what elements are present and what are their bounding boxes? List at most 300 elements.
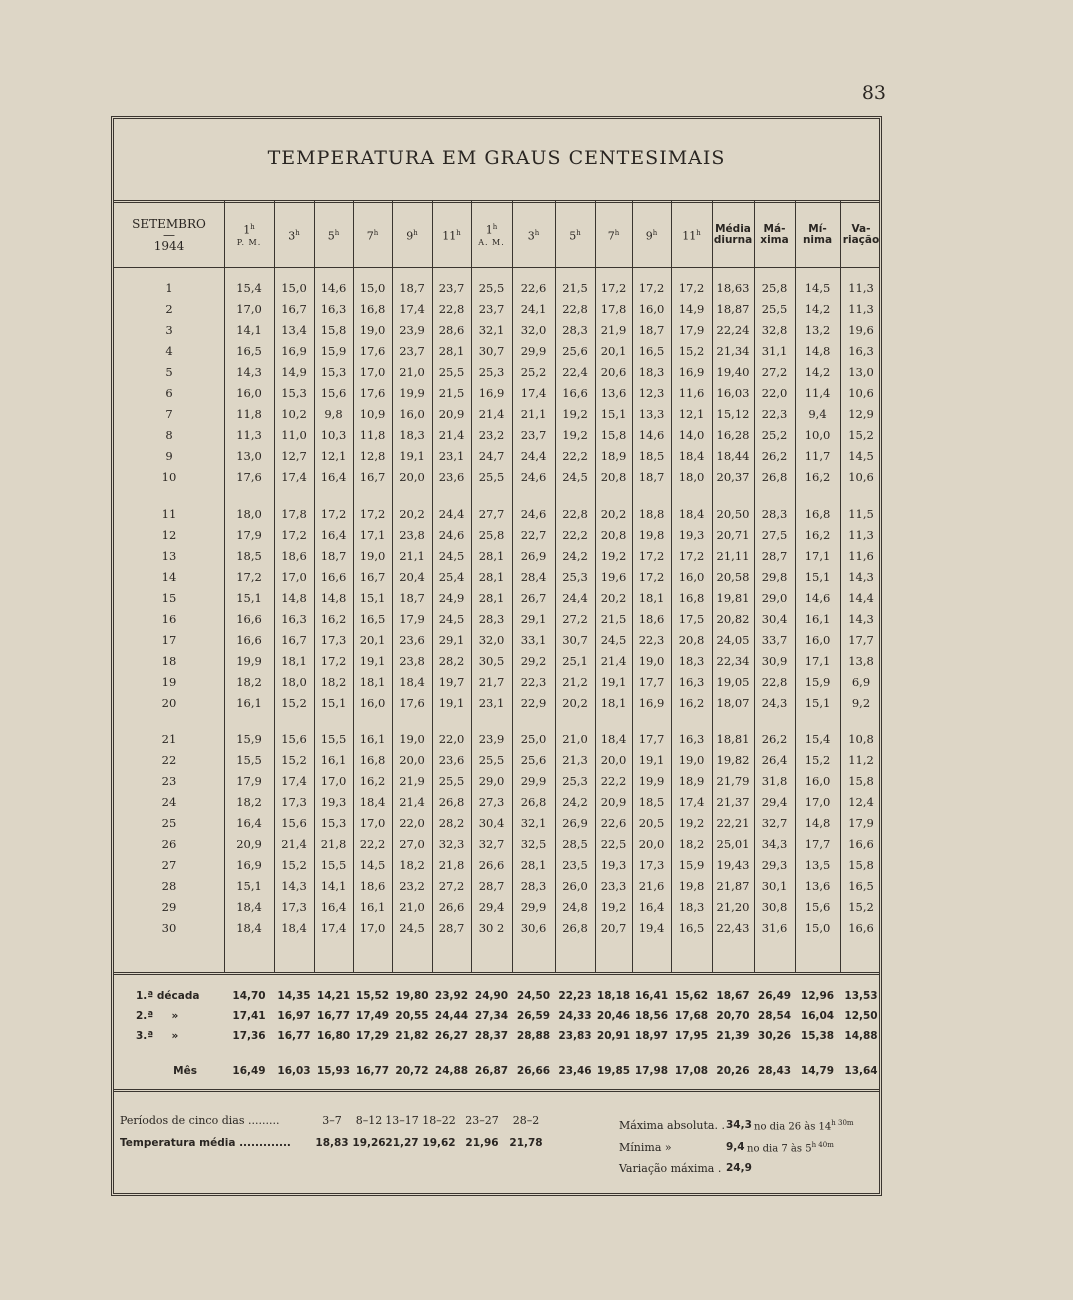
summary-value: 15,38 <box>800 1030 835 1042</box>
value-cell: 20,0 <box>600 753 627 767</box>
value-cell: 17,5 <box>678 612 705 626</box>
value-cell: 15,2 <box>848 428 874 442</box>
value-cell: 15,6 <box>804 900 831 914</box>
value-cell: 19,3 <box>678 528 705 542</box>
value-cell: 17,6 <box>359 386 386 400</box>
header-rule <box>114 267 879 268</box>
value-cell: 19,0 <box>638 654 665 668</box>
value-cell: 32,0 <box>478 633 505 647</box>
value-cell: 25,4 <box>438 570 465 584</box>
table-row <box>114 630 879 651</box>
value-cell: 21,8 <box>320 837 347 851</box>
var-label: Variação máxima . <box>619 1162 722 1175</box>
value-cell: 30,5 <box>478 654 505 668</box>
value-cell: 16,9 <box>638 696 665 710</box>
value-cell: 11,2 <box>848 753 874 767</box>
value-cell: 20,37 <box>716 470 750 484</box>
value-cell: 16,9 <box>678 365 705 379</box>
value-cell: 24,7 <box>478 449 505 463</box>
header-hour-line <box>528 227 540 243</box>
value-cell: 17,3 <box>638 858 665 872</box>
summary-value: 13,53 <box>844 990 878 1002</box>
value-cell: 16,5 <box>638 344 665 358</box>
value-cell: 21,9 <box>399 774 425 788</box>
table-row <box>114 341 879 362</box>
header-minima-text: nima <box>802 234 833 246</box>
value-cell: 28,6 <box>438 323 465 337</box>
value-cell: 22,8 <box>562 302 588 316</box>
value-cell: 29,4 <box>478 900 505 914</box>
summary-value: 16,41 <box>634 990 669 1002</box>
value-cell: 10,9 <box>359 407 386 421</box>
value-cell: 14,8 <box>281 591 307 605</box>
value-cell: 28,1 <box>478 591 505 605</box>
value-cell: 21,34 <box>716 344 750 358</box>
value-cell: 16,7 <box>359 570 386 584</box>
value-cell: 22,8 <box>562 507 588 521</box>
value-cell: 13,5 <box>804 858 831 872</box>
header-hour-unit: h <box>534 229 540 238</box>
value-cell: 30 2 <box>478 921 505 935</box>
value-cell: 15,2 <box>281 858 307 872</box>
value-cell: 19,0 <box>399 732 425 746</box>
value-cell: 25,6 <box>562 344 588 358</box>
value-cell: 22,8 <box>761 675 788 689</box>
header-hour <box>353 203 392 267</box>
value-cell: 16,2 <box>359 774 386 788</box>
value-cell: 18,1 <box>359 675 386 689</box>
value-cell: 16,1 <box>359 732 386 746</box>
value-cell: 19,3 <box>600 858 627 872</box>
value-cell: 24,05 <box>716 633 750 647</box>
min-note-text: no dia 7 às 5 <box>747 1143 812 1155</box>
value-cell: 17,1 <box>359 528 386 542</box>
value-cell: 27,2 <box>562 612 588 626</box>
value-cell: 15,8 <box>320 323 347 337</box>
value-cell: 29,9 <box>520 344 547 358</box>
summary-value: 23,83 <box>558 1030 592 1042</box>
value-cell: 18,9 <box>600 449 627 463</box>
value-cell: 12,1 <box>320 449 347 463</box>
value-cell: 16,4 <box>320 528 347 542</box>
min-time: h 40 <box>811 1141 828 1149</box>
header-hour-unit: h <box>492 223 498 232</box>
value-cell: 15,0 <box>281 281 307 295</box>
value-cell: 25,5 <box>438 365 465 379</box>
table-row <box>114 792 879 813</box>
value-cell: 17,2 <box>638 281 665 295</box>
value-cell: 16,5 <box>848 879 874 893</box>
value-cell: 17,9 <box>399 612 425 626</box>
value-cell: 29,0 <box>478 774 505 788</box>
value-cell: 24,5 <box>438 612 465 626</box>
value-cell: 18,1 <box>600 696 627 710</box>
value-cell: 16,9 <box>236 858 262 872</box>
value-cell: 11,8 <box>236 407 262 421</box>
value-cell: 11,3 <box>236 428 262 442</box>
value-cell: 18,7 <box>399 591 425 605</box>
value-cell: 20,8 <box>600 528 627 542</box>
value-cell: 11,3 <box>848 302 874 316</box>
value-cell: 21,87 <box>716 879 750 893</box>
value-cell: 10,2 <box>281 407 307 421</box>
day-cell: 19 <box>161 675 177 689</box>
period-mean: 19,26 <box>352 1137 386 1149</box>
header-variacao <box>840 203 882 267</box>
value-cell: 14,5 <box>359 858 386 872</box>
value-cell: 14,8 <box>804 344 831 358</box>
summary-value: 23,46 <box>558 1065 592 1077</box>
summary-row <box>114 1026 879 1046</box>
value-cell: 18,4 <box>678 449 705 463</box>
value-cell: 16,8 <box>359 302 386 316</box>
value-cell: 18,4 <box>399 675 425 689</box>
header-minima <box>795 203 840 267</box>
value-cell: 14,9 <box>678 302 705 316</box>
header-hour-value: 5 <box>327 229 335 243</box>
summary-value: 15,52 <box>355 990 390 1002</box>
value-cell: 19,1 <box>438 696 465 710</box>
value-cell: 21,0 <box>562 732 588 746</box>
value-cell: 20,4 <box>399 570 425 584</box>
value-cell: 18,2 <box>236 795 262 809</box>
day-cell: 21 <box>161 732 177 746</box>
value-cell: 16,3 <box>320 302 347 316</box>
value-cell: 29,4 <box>761 795 788 809</box>
value-cell: 16,4 <box>638 900 665 914</box>
value-cell: 24,5 <box>399 921 425 935</box>
table-row <box>114 672 879 693</box>
header-hour-value: 3 <box>527 229 535 243</box>
value-cell: 16,8 <box>359 753 386 767</box>
header-minima-text: Mí- <box>808 223 827 235</box>
summary-value: 24,44 <box>434 1010 469 1022</box>
value-cell: 18,6 <box>359 879 386 893</box>
table-title: TEMPERATURA EM GRAUS CENTESIMAIS <box>267 147 726 169</box>
period-mean: 18,83 <box>315 1137 349 1149</box>
value-cell: 26,7 <box>520 591 547 605</box>
value-cell: 26,6 <box>438 900 465 914</box>
day-cell: 30 <box>161 921 177 935</box>
summary-value: 16,77 <box>355 1065 390 1077</box>
value-cell: 22,21 <box>716 816 750 830</box>
summary-value: 14,70 <box>232 990 266 1002</box>
header-hour-value: 9 <box>645 229 653 243</box>
value-cell: 15,9 <box>804 675 831 689</box>
value-cell: 20,2 <box>399 507 425 521</box>
value-cell: 17,9 <box>236 528 262 542</box>
table-row <box>114 467 879 488</box>
value-cell: 17,4 <box>281 774 307 788</box>
value-cell: 13,4 <box>281 323 307 337</box>
value-cell: 16,9 <box>478 386 505 400</box>
value-cell: 15,1 <box>804 696 831 710</box>
value-cell: 17,2 <box>359 507 386 521</box>
value-cell: 16,4 <box>236 816 262 830</box>
value-cell: 31,1 <box>761 344 788 358</box>
summary-value: 17,29 <box>355 1030 390 1042</box>
summary-value: 14,35 <box>277 990 311 1002</box>
summary-value: 20,46 <box>596 1010 631 1022</box>
value-cell: 18,9 <box>678 774 705 788</box>
day-cell: 14 <box>161 570 177 584</box>
summary-row <box>114 986 879 1006</box>
value-cell: 32,1 <box>478 323 505 337</box>
value-cell: 19,8 <box>638 528 665 542</box>
value-cell: 17,2 <box>638 549 665 563</box>
value-cell: 13,3 <box>638 407 665 421</box>
day-cell: 24 <box>161 795 177 809</box>
value-cell: 23,8 <box>399 654 425 668</box>
value-cell: 22,9 <box>520 696 547 710</box>
header-hour-unit: h <box>614 229 620 238</box>
summary-value: 16,97 <box>277 1010 311 1022</box>
value-cell: 21,9 <box>600 323 627 337</box>
value-cell: 28,7 <box>761 549 788 563</box>
header-hour <box>471 203 512 267</box>
value-cell: 15,1 <box>359 591 386 605</box>
value-cell: 22,2 <box>562 528 588 542</box>
day-cell: 28 <box>161 879 177 893</box>
value-cell: 14,1 <box>236 323 262 337</box>
value-cell: 17,2 <box>320 507 347 521</box>
value-cell: 22,2 <box>359 837 386 851</box>
table-row <box>114 362 879 383</box>
value-cell: 24,6 <box>520 507 547 521</box>
value-cell: 16,4 <box>320 470 347 484</box>
value-cell: 14,3 <box>281 879 307 893</box>
value-cell: 20,7 <box>600 921 627 935</box>
value-cell: 22,0 <box>761 386 788 400</box>
value-cell: 21,2 <box>562 675 588 689</box>
value-cell: 16,7 <box>281 633 307 647</box>
value-cell: 25,6 <box>520 753 547 767</box>
value-cell: 15,0 <box>804 921 831 935</box>
day-cell: 7 <box>165 407 173 421</box>
value-cell: 24,8 <box>562 900 588 914</box>
value-cell: 19,0 <box>359 323 386 337</box>
value-cell: 16,3 <box>848 344 874 358</box>
periods-label: Períodos de cinco dias ......... <box>120 1114 280 1127</box>
value-cell: 12,9 <box>848 407 874 421</box>
period-mean: 21,78 <box>509 1137 543 1149</box>
value-cell: 17,8 <box>600 302 627 316</box>
header-hour-line <box>328 227 340 243</box>
period-range: 8–12 <box>355 1114 383 1127</box>
min-min: m <box>827 1141 834 1149</box>
header-hour <box>274 203 314 267</box>
value-cell: 17,9 <box>236 774 262 788</box>
header-media-text: Média <box>715 223 751 235</box>
table-row <box>114 855 879 876</box>
value-cell: 14,3 <box>236 365 262 379</box>
table-row <box>114 693 879 714</box>
value-cell: 20,50 <box>716 507 750 521</box>
summary-rule <box>114 972 879 975</box>
value-cell: 21,0 <box>399 900 425 914</box>
summary-value: 16,03 <box>277 1065 311 1077</box>
day-cell: 13 <box>161 549 177 563</box>
period-mean: 21,96 <box>465 1137 499 1149</box>
header-hour-unit: h <box>413 229 418 238</box>
value-cell: 16,2 <box>804 528 831 542</box>
header-hour-line <box>288 227 300 243</box>
value-cell: 23,6 <box>399 633 425 647</box>
header-hour <box>224 203 274 267</box>
value-cell: 28,4 <box>520 570 547 584</box>
value-cell: 23,9 <box>478 732 505 746</box>
value-cell: 18,0 <box>236 507 262 521</box>
value-cell: 22,3 <box>761 407 788 421</box>
header-hour-value: 1 <box>485 223 493 237</box>
period-range: 3–7 <box>322 1114 342 1127</box>
value-cell: 18,3 <box>399 428 425 442</box>
header-hour-unit: h <box>652 229 658 238</box>
value-cell: 11,3 <box>848 528 874 542</box>
value-cell: 23,6 <box>438 753 465 767</box>
header-media <box>712 203 754 267</box>
value-cell: 13,8 <box>848 654 874 668</box>
value-cell: 31,6 <box>761 921 788 935</box>
value-cell: 27,3 <box>478 795 505 809</box>
value-cell: 30,7 <box>562 633 588 647</box>
header-hour-line <box>486 221 498 237</box>
summary-value: 16,49 <box>232 1065 266 1077</box>
value-cell: 16,7 <box>359 470 386 484</box>
value-cell: 16,7 <box>281 302 307 316</box>
value-cell: 30,9 <box>761 654 788 668</box>
value-cell: 17,3 <box>281 795 307 809</box>
value-cell: 16,0 <box>638 302 665 316</box>
value-cell: 18,2 <box>236 675 262 689</box>
table-row <box>114 525 879 546</box>
value-cell: 18,5 <box>638 449 665 463</box>
value-cell: 22,8 <box>438 302 465 316</box>
value-cell: 18,5 <box>236 549 262 563</box>
value-cell: 32,7 <box>478 837 505 851</box>
value-cell: 26,8 <box>761 470 788 484</box>
value-cell: 19,9 <box>399 386 425 400</box>
value-cell: 16,5 <box>359 612 386 626</box>
min-label: Mínima » <box>619 1141 672 1154</box>
value-cell: 30,1 <box>761 879 788 893</box>
value-cell: 17,4 <box>678 795 705 809</box>
header-hour-unit: h <box>696 229 701 238</box>
value-cell: 13,6 <box>600 386 627 400</box>
value-cell: 19,2 <box>562 428 588 442</box>
value-cell: 15,5 <box>320 858 347 872</box>
value-cell: 15,2 <box>281 696 307 710</box>
value-cell: 14,5 <box>804 281 831 295</box>
value-cell: 18,4 <box>236 921 262 935</box>
value-cell: 19,05 <box>716 675 750 689</box>
value-cell: 19,7 <box>438 675 465 689</box>
header-hour <box>432 203 471 267</box>
value-cell: 20,71 <box>716 528 750 542</box>
value-cell: 19,0 <box>678 753 705 767</box>
value-cell: 17,0 <box>804 795 831 809</box>
value-cell: 15,1 <box>320 696 347 710</box>
summary-value: 19,85 <box>596 1065 631 1077</box>
summary-value: 28,37 <box>474 1030 509 1042</box>
value-cell: 26,0 <box>562 879 588 893</box>
max-abs-time: h 30 <box>831 1119 847 1127</box>
value-cell: 18,7 <box>399 281 425 295</box>
summary-value: 20,26 <box>716 1065 750 1077</box>
value-cell: 15,3 <box>281 386 307 400</box>
value-cell: 25,5 <box>761 302 788 316</box>
value-cell: 27,7 <box>478 507 505 521</box>
value-cell: 11,8 <box>359 428 386 442</box>
value-cell: 11,6 <box>678 386 705 400</box>
header-hour-unit: h <box>373 229 379 238</box>
day-cell: 9 <box>165 449 173 463</box>
header-variacao-text: riação <box>842 234 880 246</box>
value-cell: 18,5 <box>638 795 665 809</box>
day-cell: 18 <box>161 654 177 668</box>
value-cell: 16,5 <box>236 344 262 358</box>
value-cell: 30,6 <box>520 921 547 935</box>
value-cell: 19,1 <box>638 753 665 767</box>
value-cell: 23,7 <box>399 344 425 358</box>
table-row <box>114 588 879 609</box>
value-cell: 15,3 <box>320 365 347 379</box>
value-cell: 29,2 <box>520 654 547 668</box>
value-cell: 23,2 <box>399 879 425 893</box>
value-cell: 22,5 <box>600 837 627 851</box>
header-maxima <box>754 203 795 267</box>
summary-value: 24,50 <box>516 990 551 1002</box>
value-cell: 16,1 <box>320 753 347 767</box>
day-cell: 11 <box>161 507 177 521</box>
value-cell: 19,2 <box>600 549 627 563</box>
value-cell: 17,6 <box>399 696 425 710</box>
value-cell: 24,5 <box>438 549 465 563</box>
value-cell: 17,8 <box>281 507 307 521</box>
value-cell: 33,7 <box>761 633 788 647</box>
value-cell: 17,3 <box>281 900 307 914</box>
value-cell: 19,2 <box>600 900 627 914</box>
value-cell: 32,8 <box>761 323 788 337</box>
value-cell: 14,6 <box>638 428 665 442</box>
summary-value: 15,62 <box>674 990 709 1002</box>
header-hour-value: 5 <box>569 229 577 243</box>
summary-value: 28,43 <box>757 1065 792 1077</box>
value-cell: 21,5 <box>438 386 465 400</box>
summary-value: 26,27 <box>434 1030 469 1042</box>
value-cell: 29,0 <box>761 591 788 605</box>
value-cell: 12,3 <box>638 386 665 400</box>
value-cell: 16,3 <box>678 732 705 746</box>
header-month-label: SETEMBRO <box>132 217 206 231</box>
header-hour-line <box>367 227 379 243</box>
value-cell: 23,2 <box>478 428 505 442</box>
value-cell: 17,2 <box>638 570 665 584</box>
summary-value: 28,88 <box>516 1030 551 1042</box>
summary-value: 13,64 <box>844 1065 878 1077</box>
value-cell: 28,1 <box>438 344 465 358</box>
value-cell: 23,5 <box>562 858 588 872</box>
value-cell: 10,0 <box>804 428 831 442</box>
value-cell: 14,8 <box>320 591 347 605</box>
value-cell: 18,87 <box>716 302 750 316</box>
value-cell: 24,4 <box>520 449 547 463</box>
value-cell: 15,2 <box>281 753 307 767</box>
value-cell: 17,0 <box>236 302 262 316</box>
day-cell: 25 <box>161 816 177 830</box>
table-row <box>114 918 879 939</box>
summary-label: 2.ª » <box>136 1010 179 1022</box>
